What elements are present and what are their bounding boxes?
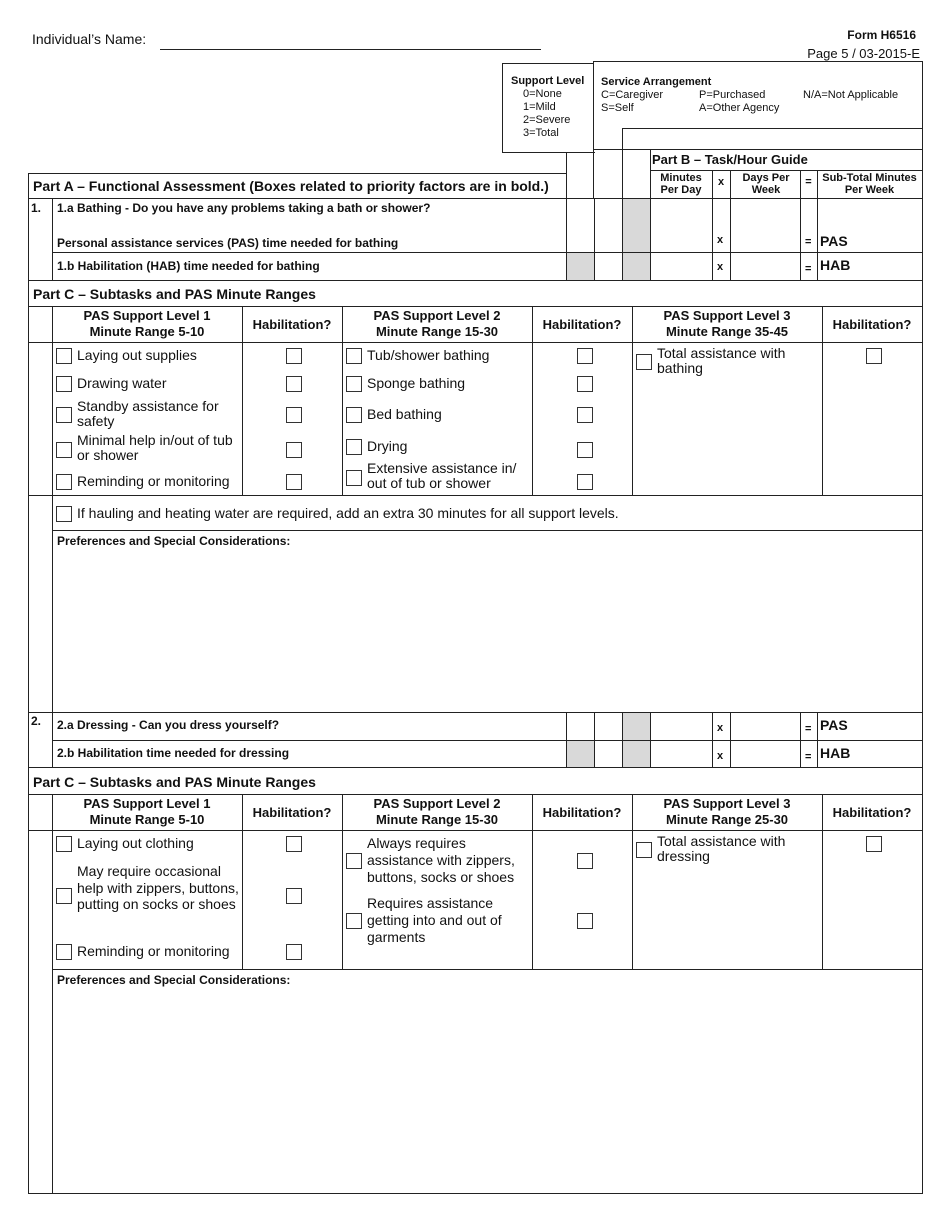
dressing-question: 2.a Dressing - Can you dress yourself? [57, 718, 280, 732]
dress-l1-header: PAS Support Level 1 Minute Range 5-10 [83, 796, 211, 827]
dress-l1-checkbox-2[interactable] [56, 944, 72, 960]
bath-l2-checkbox-2[interactable] [346, 407, 362, 423]
bath-l1-checkbox-4[interactable] [56, 474, 72, 490]
bath-l3-header: PAS Support Level 3 Minute Range 35-45 [663, 308, 791, 339]
dress-l3-hab-0[interactable] [866, 836, 882, 852]
bath-l3-hab-0[interactable] [866, 348, 882, 364]
dressing-preferences-label: Preferences and Special Considerations: [57, 973, 291, 987]
bath-l1-hab-1[interactable] [286, 376, 302, 392]
bath-l1-hab-0[interactable] [286, 348, 302, 364]
bath-l2-hab-4[interactable] [577, 474, 593, 490]
bath-l2-checkbox-4[interactable] [346, 470, 362, 486]
name-label: Individual’s Name: [32, 31, 147, 47]
bath-l1-checkbox-3[interactable] [56, 442, 72, 458]
bathing-question: 1.a Bathing - Do you have any problems taking a bath or shower? [57, 201, 431, 215]
hauling-note: If hauling and heating water are required, add an extra 30 minutes for all support levels. [77, 505, 619, 521]
bath-l1-checkbox-0[interactable] [56, 348, 72, 364]
bath-l2-hab-0[interactable] [577, 348, 593, 364]
part-a-title: Part A – Functional Assessment (Boxes related to priority factors are in bold.) [33, 178, 549, 194]
bath-l2-header: PAS Support Level 2 Minute Range 15-30 [373, 308, 501, 339]
bathing-preferences-label: Preferences and Special Considerations: [57, 534, 291, 548]
part-b-title: Part B – Task/Hour Guide [652, 152, 808, 167]
page-info: Page 5 / 03-2015-E [807, 46, 920, 61]
name-field[interactable] [160, 49, 541, 50]
part-c-title-bathing: Part C – Subtasks and PAS Minute Ranges [33, 286, 316, 302]
dressing-hab-subtotal[interactable]: HAB [820, 745, 851, 761]
bath-l2-checkbox-1[interactable] [346, 376, 362, 392]
item-1-number: 1. [31, 201, 42, 215]
dressing-hab-needed: 2.b Habilitation time needed for dressing [57, 746, 290, 760]
subtotal-head: Sub-Total Minutes Per Week [822, 172, 917, 196]
days-per-week-head: Days Per Week [742, 172, 790, 196]
dress-l1-checkbox-1[interactable] [56, 888, 72, 904]
dress-l2-header: PAS Support Level 2 Minute Range 15-30 [373, 796, 501, 827]
bath-l2-hab-2[interactable] [577, 407, 593, 423]
minutes-per-day-head: Minutes Per Day [660, 172, 702, 196]
bath-l1-checkbox-1[interactable] [56, 376, 72, 392]
bathing-pas-needed: Personal assistance services (PAS) time needed for bathing [57, 236, 399, 250]
dress-l2-checkbox-0[interactable] [346, 853, 362, 869]
part-c-title-dressing: Part C – Subtasks and PAS Minute Ranges [33, 774, 316, 790]
dress-l1-checkbox-0[interactable] [56, 836, 72, 852]
bathing-hab-needed: 1.b Habilitation (HAB) time needed for bathing [57, 259, 320, 273]
bathing-preferences-area[interactable] [56, 552, 918, 708]
dress-l1-hab-1[interactable] [286, 888, 302, 904]
item-2-number: 2. [31, 714, 42, 728]
hauling-checkbox[interactable] [56, 506, 72, 522]
dress-l1-hab-0[interactable] [286, 836, 302, 852]
bath-l2-hab-1[interactable] [577, 376, 593, 392]
bath-l1-hab-2[interactable] [286, 407, 302, 423]
bathing-pas-subtotal[interactable]: PAS [820, 233, 848, 249]
bath-l1-hab-4[interactable] [286, 474, 302, 490]
bathing-hab-subtotal[interactable]: HAB [820, 257, 851, 273]
bath-l1-checkbox-2[interactable] [56, 407, 72, 423]
bath-l2-checkbox-0[interactable] [346, 348, 362, 364]
bath-l2-checkbox-3[interactable] [346, 439, 362, 455]
dress-l2-hab-0[interactable] [577, 853, 593, 869]
dress-l3-header: PAS Support Level 3 Minute Range 25-30 [663, 796, 791, 827]
bath-l1-header: PAS Support Level 1 Minute Range 5-10 [83, 308, 211, 339]
support-level-title: Support Level [511, 75, 585, 87]
dressing-preferences-area[interactable] [56, 990, 918, 1190]
dress-l3-checkbox-0[interactable] [636, 842, 652, 858]
dress-l2-hab-1[interactable] [577, 913, 593, 929]
dressing-pas-subtotal[interactable]: PAS [820, 717, 848, 733]
form-number: Form H6516 [847, 28, 916, 42]
support-level-legend: 0=None 1=Mild 2=Severe 3=Total [523, 88, 571, 139]
dress-l1-hab-2[interactable] [286, 944, 302, 960]
service-arrangement-title: Service Arrangement [601, 76, 712, 88]
dress-l2-checkbox-1[interactable] [346, 913, 362, 929]
bath-l3-checkbox-0[interactable] [636, 354, 652, 370]
bath-l2-hab-3[interactable] [577, 442, 593, 458]
bath-l1-hab-3[interactable] [286, 442, 302, 458]
